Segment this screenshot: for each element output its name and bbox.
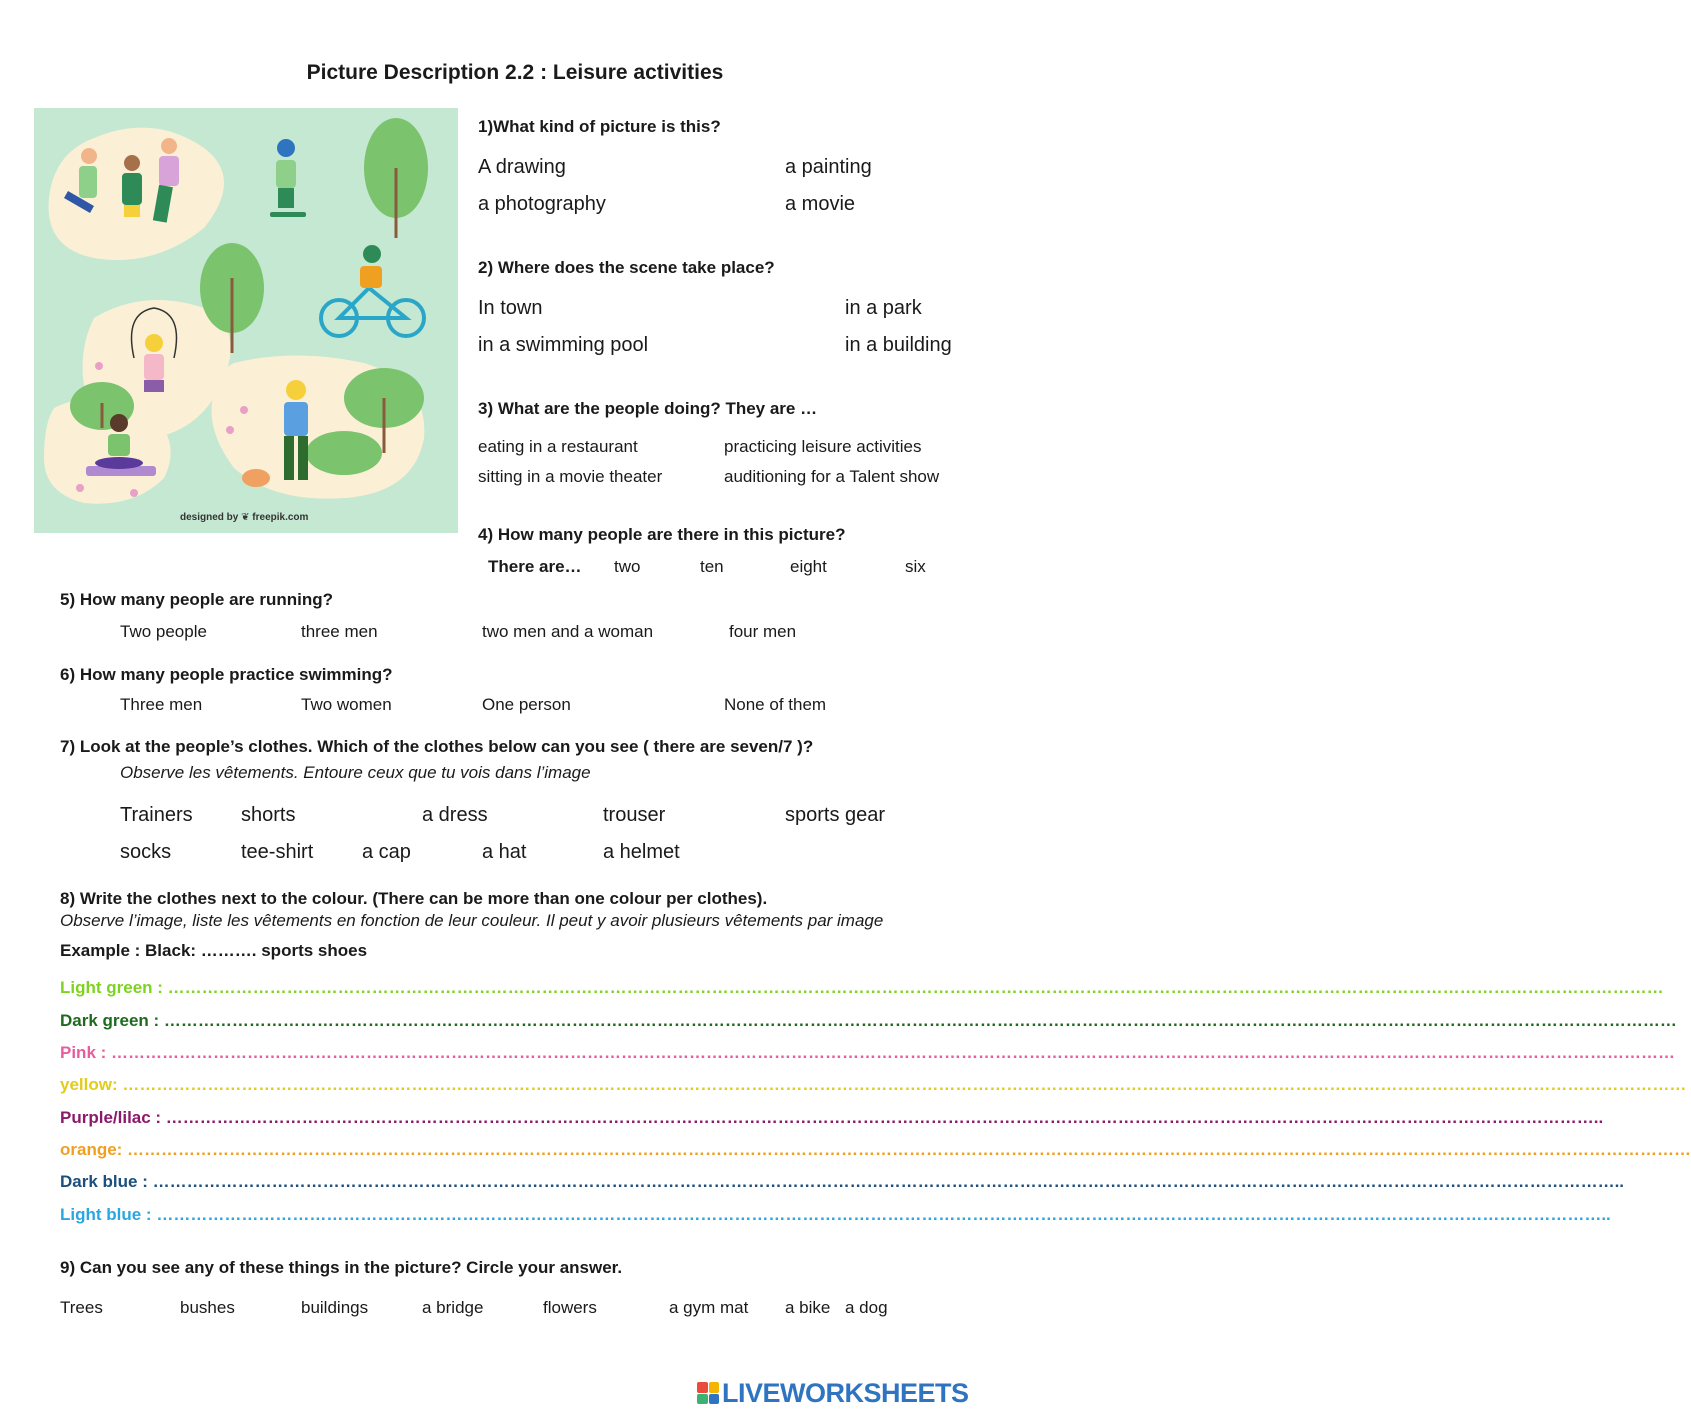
q1-option[interactable]: a movie [785,193,856,215]
q7-option[interactable]: sports gear [785,804,886,826]
colour-line-dark-green[interactable]: Dark green : …………………………………………………………………………………………………………………………………………………………………………………………………………………………………………… [60,1011,1677,1030]
question-6: 6) How many people practice swimming? [60,665,393,684]
logo-mark-icon [697,1382,719,1404]
image-credit: designed by ❦ freepik.com [180,512,309,523]
q8-instruction: Observe l’image, liste les vêtements en fonction de leur couleur. Il peut y avoir plusieurs vêtements par image [60,911,884,930]
q1-option[interactable]: a photography [478,193,606,215]
q3-option[interactable]: sitting in a movie theater [478,467,663,486]
liveworksheets-logo [697,1378,969,1408]
colour-line-orange[interactable]: orange: …………………………………………………………………………………………………………………………………………………………………………………………………………………………………………………… [60,1140,1691,1159]
q7-option[interactable]: Trainers [120,804,193,826]
q2-option[interactable]: in a building [845,334,952,356]
q7-option[interactable]: a hat [482,841,527,863]
page-title: Picture Description 2.2 : Leisure activities [306,61,724,84]
bike-icon [321,245,424,336]
q7-option[interactable]: a cap [362,841,411,863]
q4-option[interactable]: two [614,557,641,576]
q5-option[interactable]: Two people [120,622,207,641]
colour-line-light-green[interactable]: Light green : ………………………………………………………………………………………………………………………………………………………………………………………………………………………………………… [60,978,1664,997]
q6-option[interactable]: One person [482,695,571,714]
q2-option[interactable]: in a swimming pool [478,334,649,356]
q7-option[interactable]: shorts [241,804,296,826]
q9-option[interactable]: Trees [60,1298,103,1317]
skater-icon [270,139,306,217]
q4-option[interactable]: eight [790,557,827,576]
q9-option[interactable]: a dog [845,1298,888,1317]
question-1: 1)What kind of picture is this? [478,117,721,136]
question-4: 4) How many people are there in this picture? [478,525,846,544]
q3-option[interactable]: practicing leisure activities [724,437,922,456]
tree-icon [364,118,428,238]
question-9: 9) Can you see any of these things in the picture? Circle your answer. [60,1258,623,1277]
q9-option[interactable]: flowers [543,1298,597,1317]
q1-option[interactable]: a painting [785,156,872,178]
q7-option[interactable]: a helmet [603,841,680,863]
q6-option[interactable]: None of them [724,695,827,714]
q9-option[interactable]: a bridge [422,1298,484,1317]
q7-option[interactable]: trouser [603,804,666,826]
q9-option[interactable]: a bike [785,1298,831,1317]
question-2: 2) Where does the scene take place? [478,258,775,277]
question-5: 5) How many people are running? [60,590,333,609]
q2-option[interactable]: in a park [845,297,922,319]
q9-option[interactable]: bushes [180,1298,235,1317]
q4-option[interactable]: ten [700,557,724,576]
park-illustration [34,108,458,533]
q3-option[interactable]: auditioning for a Talent show [724,467,940,486]
q1-option[interactable]: A drawing [478,156,566,178]
q2-option[interactable]: In town [478,297,543,319]
q5-option[interactable]: two men and a woman [482,622,654,641]
q8-example: Example : Black: ………. sports shoes [60,941,368,960]
q5-option[interactable]: three men [301,622,378,641]
colour-line-yellow[interactable]: yellow: …………………………………………………………………………………………………………………………………………………………………………………………………………………………………………………… [60,1075,1687,1094]
q6-option[interactable]: Two women [301,695,392,714]
logo-text: LIVEWORKSHEETS [722,1377,969,1408]
q7-option[interactable]: socks [120,841,172,863]
question-8: 8) Write the clothes next to the colour. (There can be more than one colour per clothes). [60,889,768,908]
q9-option[interactable]: buildings [301,1298,369,1317]
colour-line-pink[interactable]: Pink : …………………………………………………………………………………………………………………………………………………………………………………………………………………………………………………… [60,1043,1676,1062]
q4-option[interactable]: six [905,557,926,576]
q7-instruction: Observe les vêtements. Entoure ceux que tu vois dans l’image [120,763,591,782]
colour-line-purple[interactable]: Purple/lilac : ……………………………………………………………………………………………………………………………………………………………………………………………………………………………….. [60,1108,1604,1127]
q4-prefix: There are… [488,557,582,576]
q7-option[interactable]: a dress [422,804,488,826]
colour-line-dark-blue[interactable]: Dark blue : …………………………………………………………………………………………………………………………………………………………………………………………………………………………………….. [60,1172,1625,1191]
q9-option[interactable]: a gym mat [669,1298,749,1317]
q6-option[interactable]: Three men [120,695,203,714]
q5-option[interactable]: four men [729,622,797,641]
question-3: 3) What are the people doing? They are … [478,399,818,418]
q7-option[interactable]: tee-shirt [241,841,314,863]
q3-option[interactable]: eating in a restaurant [478,437,638,456]
colour-line-light-blue[interactable]: Light blue : ………………………………………………………………………………………………………………………………………………………………………………………………………………………………….. [60,1205,1611,1224]
question-7: 7) Look at the people’s clothes. Which of the clothes below can you see ( there are seven/7 )? [60,737,814,756]
